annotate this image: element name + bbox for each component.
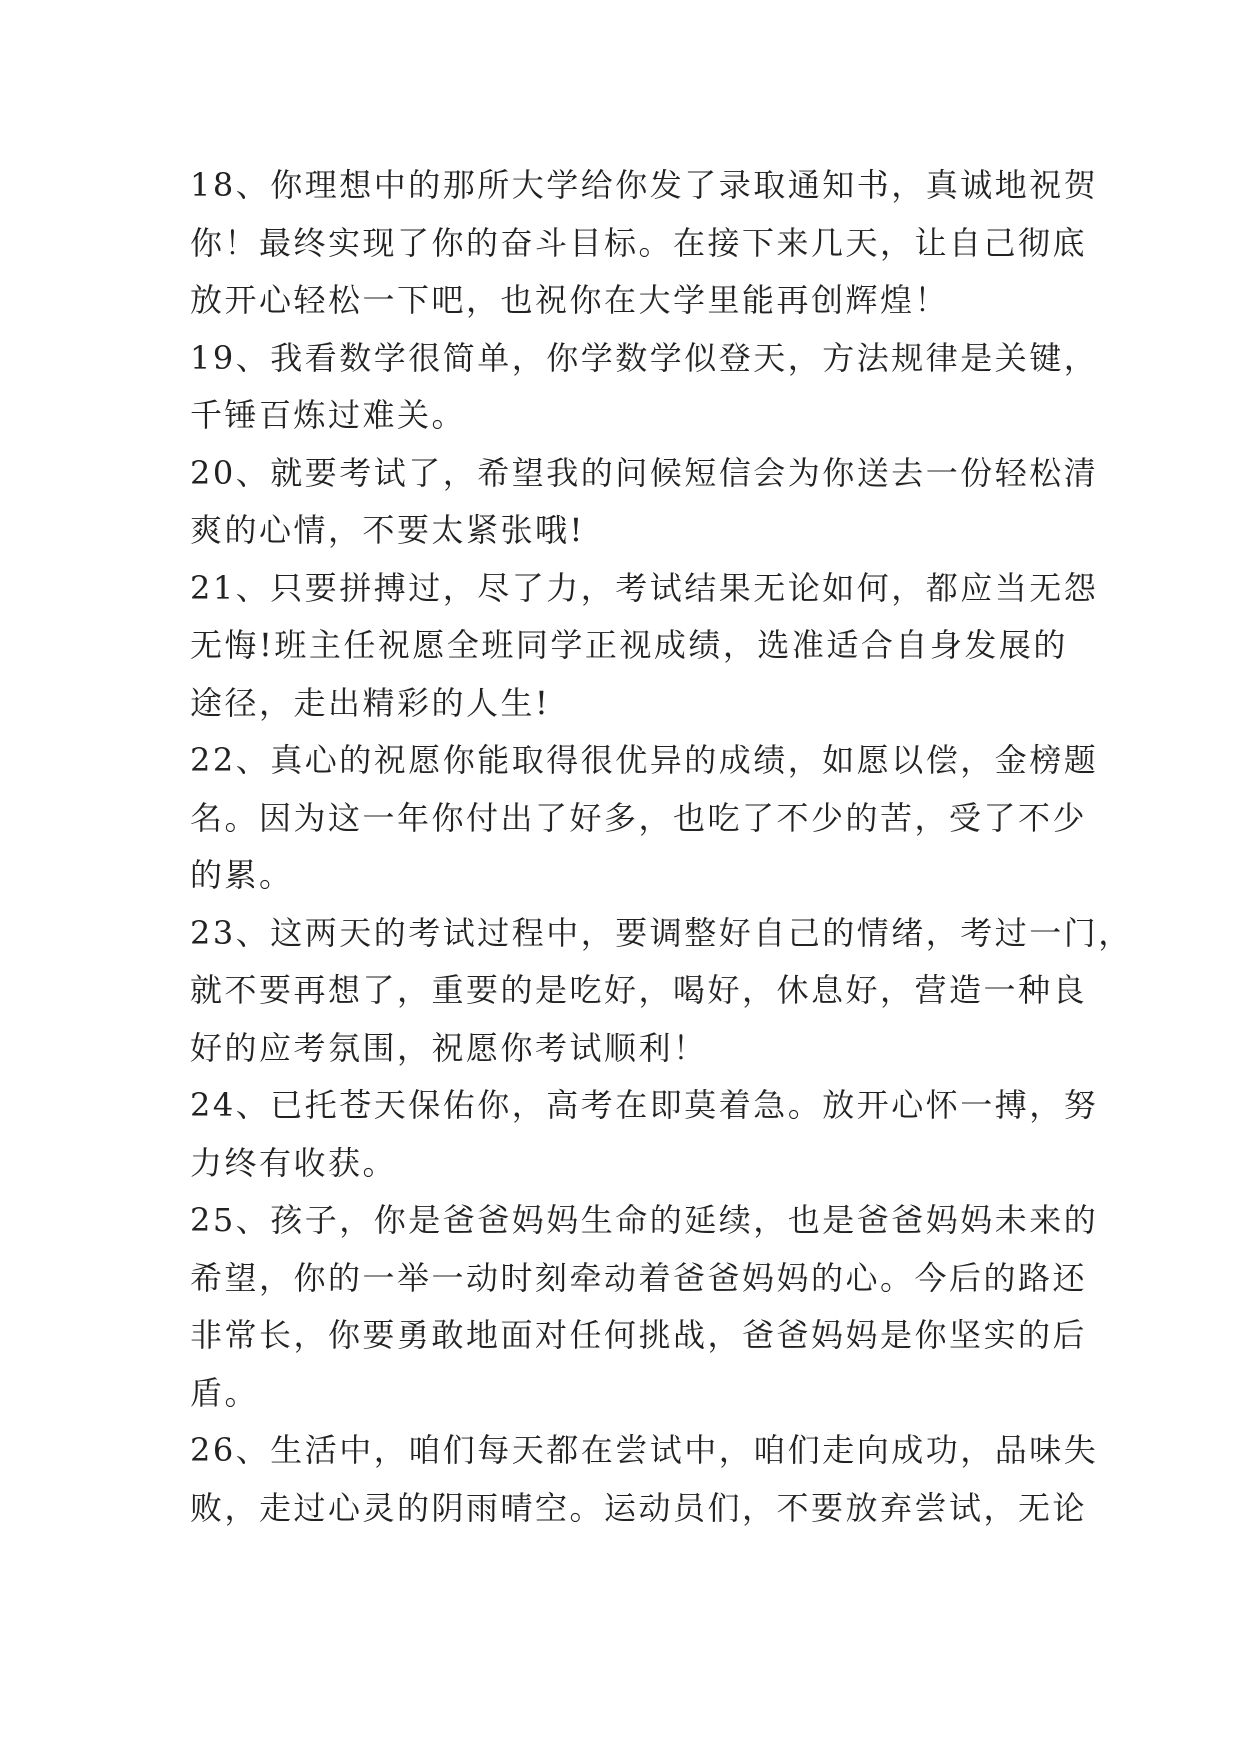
text-line: 千锤百炼过难关。 bbox=[190, 396, 467, 434]
text-line: 20、就要考试了，希望我的问候短信会为你送去一份轻松清 bbox=[190, 453, 1099, 492]
text-line: 19、我看数学很简单，你学数学似登天，方法规律是关键， bbox=[190, 338, 1099, 377]
text-line: 22、真心的祝愿你能取得很优异的成绩，如愿以偿，金榜题 bbox=[190, 741, 1099, 779]
text-line: 非常长，你要勇敢地面对任何挑战，爸爸妈妈是你坚实的后 bbox=[190, 1316, 1088, 1354]
text-line: 26、生活中，咱们每天都在尝试中，咱们走向成功，品味失 bbox=[190, 1431, 1099, 1469]
text-line: 的累。 bbox=[190, 856, 294, 894]
text-line: 23、这两天的考试过程中，要调整好自己的情绪，考过一门， bbox=[190, 913, 1133, 952]
text-line: 好的应考氛围，祝愿你考试顺利！ bbox=[190, 1028, 708, 1067]
text-line: 力终有收获。 bbox=[190, 1143, 398, 1182]
text-line: 21、只要拼搏过，尽了力，考试结果无论如何，都应当无怨 bbox=[190, 568, 1099, 607]
text-line: 爽的心情，不要太紧张哦! bbox=[190, 511, 585, 549]
text-line: 24、已托苍天保佑你，高考在即莫着急。放开心怀一搏，努 bbox=[190, 1086, 1099, 1124]
text-line: 25、孩子，你是爸爸妈妈生命的延续，也是爸爸妈妈未来的 bbox=[190, 1201, 1099, 1239]
text-line: 放开心轻松一下吧，也祝你在大学里能再创辉煌！ bbox=[190, 281, 950, 319]
text-line: 就不要再想了，重要的是吃好，喝好，休息好，营造一种良 bbox=[190, 971, 1088, 1009]
text-line: 希望，你的一举一动时刻牵动着爸爸妈妈的心。今后的路还 bbox=[190, 1258, 1088, 1297]
text-line: 你！最终实现了你的奋斗目标。在接下来几天，让自己彻底 bbox=[190, 223, 1088, 262]
text-line: 败，走过心灵的阴雨晴空。运动员们，不要放弃尝试，无论 bbox=[190, 1488, 1088, 1527]
text-line: 无悔!班主任祝愿全班同学正视成绩，选准适合自身发展的 bbox=[190, 626, 1068, 664]
text-line: 18、你理想中的那所大学给你发了录取通知书，真诚地祝贺 bbox=[190, 166, 1099, 204]
document-body bbox=[190, 157, 1133, 1537]
text-line: 盾。 bbox=[190, 1373, 260, 1412]
text-line: 名。因为这一年你付出了好多，也吃了不少的苦，受了不少 bbox=[190, 798, 1088, 837]
text-line: 途径，走出精彩的人生! bbox=[190, 683, 551, 722]
